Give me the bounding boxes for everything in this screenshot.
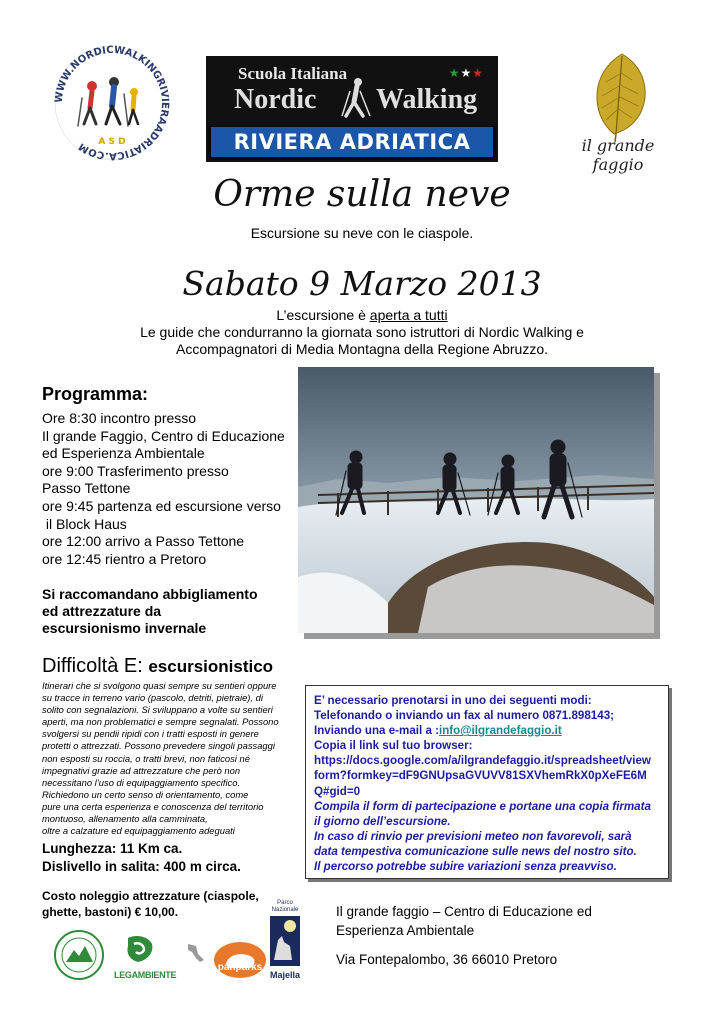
programme-list: [42, 410, 285, 568]
programme-line: ed Esperienza Ambientale: [42, 445, 205, 462]
difficulty-text-line: montuoso, allenamento alla camminata,: [42, 813, 208, 825]
note-line: Si raccomandano abbigliamento: [42, 586, 258, 602]
majella-top-text: Parco Nazionale: [271, 900, 299, 913]
parco-majella-logo: [268, 900, 302, 986]
booking-italic-line: data tempestiva comunicazione sulle news del nostro sito.: [314, 844, 637, 858]
route-stats: [42, 840, 241, 876]
italian-stars-icon: ★★★: [448, 66, 484, 80]
email-prefix: Inviando una e-mail a :: [314, 724, 439, 738]
italy-map-icon: [180, 940, 210, 970]
legambiente-text: LEGAMBIENTE: [114, 970, 177, 980]
logo-badge-text: A S D: [98, 137, 126, 147]
booking-italic-line: In caso di rinvio per previsioni meteo non favorevoli, sarà: [314, 829, 632, 843]
difficulty-text-line: Itinerari che si svolgono quasi sempre su sentieri oppure: [42, 680, 277, 691]
guides-line-1: Le guide che condurranno la giornata sono istruttori di Nordic Walking e: [140, 324, 584, 340]
programme-line: ore 12:00 arrivo a Passo Tettone: [42, 533, 245, 550]
small-italy-map-logo: [180, 940, 210, 970]
open-prefix: L’escursione è: [276, 307, 370, 323]
form-url-line[interactable]: form?formkey=dF9GNUpsaGVUVV81SXVhemRkX0pXeFE6M: [314, 769, 647, 783]
snowshoe-hike-photo: [298, 367, 654, 633]
event-date: Sabato 9 Marzo 2013: [182, 264, 542, 303]
email-link[interactable]: info@ilgrandefaggio.it: [438, 724, 562, 738]
open-to-all-line: [0, 307, 724, 324]
difficulty-text-line: svolgersi su pendii ripidi con i tratti esposti in genere: [42, 728, 259, 740]
programme-line: Ore 8:30 incontro presso: [42, 410, 197, 426]
equipment-rental-cost: [42, 888, 259, 920]
route-length: Lunghezza: 11 Km ca.: [42, 841, 183, 856]
booking-line-phone: Telefonando o inviando un fax al numero 0871.898143;: [314, 709, 615, 723]
logo-school-banner: RIVIERA ADRIATICA: [211, 127, 493, 157]
org-address: Via Fontepalombo, 36 66010 Pretoro: [336, 952, 558, 967]
booking-line-email: [314, 723, 660, 738]
difficulty-text-line: pure una certa esperienza e conoscenza del territorio: [42, 800, 264, 812]
difficulty-text-line: protetti o attrezzati. Possono prevedere singoli passaggi: [42, 740, 275, 752]
booking-line-1: E’ necessario prenotarsi in uno dei seguenti modi:: [314, 694, 592, 707]
programme-line: Passo Tettone: [42, 480, 131, 497]
programme-line: Il grande Faggio, Centro di Educazione: [42, 427, 285, 444]
rental-line-2: ghette, bastoni) € 10,00.: [42, 905, 179, 919]
difficulty-level: escursionistico: [148, 657, 274, 676]
programme-line: ore 12:45 rientro a Pretoro: [42, 550, 207, 567]
form-url-line[interactable]: Q#gid=0: [314, 784, 361, 798]
difficulty-label: Difficoltà E:: [42, 655, 149, 677]
route-elevation: Dislivello in salita: 400 m circa.: [42, 859, 241, 874]
difficulty-text-line: necessitano l’uso di equipaggiamento specifico.: [42, 776, 241, 788]
il-grande-faggio-logo: [560, 50, 680, 174]
panparks-bear-icon: [212, 940, 268, 980]
programme-heading: Programma:: [42, 384, 149, 404]
accompagnatori-seal-logo: [54, 930, 104, 980]
org-name-line-1: Il grande faggio – Centro di Educazione ed: [336, 904, 592, 919]
guides-line-2: Accompagnatori di Media Montagna della Regione Abruzzo.: [175, 341, 548, 357]
panparks-text: panparks: [217, 962, 263, 973]
rental-line-1: Costo noleggio attrezzature (ciaspole,: [42, 889, 259, 903]
nordic-walking-riviera-circle-logo: [52, 42, 172, 164]
grande-faggio-logo-text: il grande faggio: [581, 136, 655, 174]
logo-ring-text: WWW.NORDICWALKINGRIVIERAADRIATICA.COM: [53, 44, 171, 162]
programme-line: ore 9:00 Trasferimento presso: [42, 462, 229, 479]
event-intro: [0, 307, 724, 358]
logo-school-walking: Walking: [376, 84, 478, 115]
logo-school-line1: Scuola Italiana: [238, 64, 348, 83]
form-url-line[interactable]: https://docs.google.com/a/ilgrandefaggio.it/spreadsheet/view: [314, 754, 651, 768]
programme-line: il Block Haus: [42, 515, 127, 532]
legambiente-logo: [114, 932, 176, 984]
difficulty-text-line: su tracce in terreno vario (pascolo, detriti, pietraie), di: [42, 692, 263, 704]
footer-organization: [336, 902, 592, 969]
booking-line-browser: Copia il link sul tuo browser:: [314, 739, 473, 753]
note-line: ed attrezzature da: [42, 603, 162, 619]
difficulty-text-line: solito con segnalazioni. Si sviluppano a volte su sentieri: [42, 704, 273, 716]
equipment-recommendation: [42, 586, 258, 637]
scuola-italiana-nordic-walking-logo: [206, 56, 498, 162]
difficulty-text-line: non esposti su roccia, o tratti brevi, non faticosi né: [42, 752, 250, 764]
org-name-line-2: Esperienza Ambientale: [336, 923, 475, 938]
wolf-moon-icon: [270, 916, 300, 966]
open-to-all-text: aperta a tutti: [369, 307, 448, 323]
booking-italic-line: il giorno dell’escursione.: [314, 814, 451, 828]
booking-italic-line: Il percorso potrebbe subire variazioni senza preavviso.: [314, 860, 617, 874]
difficulty-description: [42, 680, 300, 837]
seal-icon: [54, 930, 104, 980]
event-subtitle: Escursione su neve con le ciaspole.: [250, 225, 474, 241]
legambiente-leaf-icon: [114, 932, 176, 968]
panparks-logo: [212, 940, 268, 980]
note-line: escursionismo invernale: [42, 620, 207, 636]
booking-info-box: [305, 685, 669, 879]
difficulty-text-line: impegnativi grazie ad attrezzature che però non: [42, 764, 241, 776]
logo-school-nordic: Nordic: [234, 84, 317, 115]
event-title: Orme sulla neve: [213, 174, 511, 215]
difficulty-heading: [42, 655, 273, 678]
difficulty-text-line: oltre a calzature ed equipaggiamento adeguati: [42, 825, 235, 837]
difficulty-text-line: aperti, ma non problematici e sempre segnalati. Possono: [42, 716, 279, 728]
walker-silhouette-icon: [338, 76, 374, 120]
difficulty-text-line: Richiedono un certo senso di orientamento, come: [42, 788, 249, 800]
booking-italic-line: Compila il form di partecipazione e portane una copia firmata: [314, 799, 651, 813]
programme-line: ore 9:45 partenza ed escursione verso: [42, 497, 281, 514]
majella-bottom-text: Majella: [269, 970, 300, 980]
